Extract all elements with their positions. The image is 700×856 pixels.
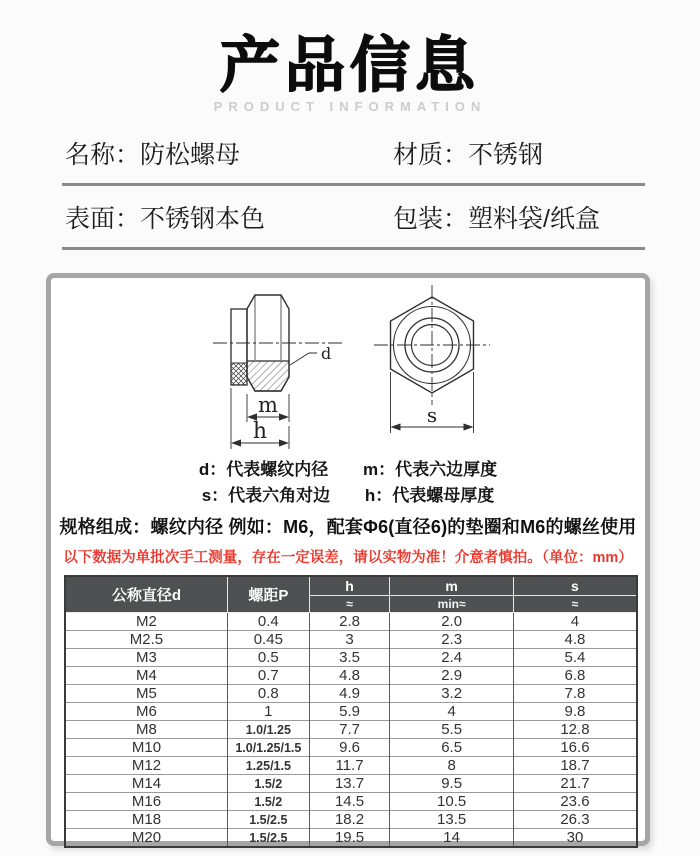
table-cell: M20 <box>65 829 227 848</box>
table-cell: 26.3 <box>513 811 637 829</box>
table-cell: 18.2 <box>309 811 390 829</box>
table-row <box>65 703 637 721</box>
product-info-section <box>0 122 700 250</box>
table-cell: 14 <box>390 829 514 848</box>
dim-label-s: s <box>426 403 438 427</box>
table-cell: M12 <box>65 757 227 775</box>
table-cell: M10 <box>65 739 227 757</box>
table-cell: 2.8 <box>309 613 390 631</box>
table-cell: 21.7 <box>513 775 637 793</box>
legend-h: h：代表螺母厚度 <box>364 486 495 505</box>
table-cell: 1.0/1.25 <box>227 721 309 739</box>
table-cell: 2.3 <box>390 631 514 649</box>
packaging-field: 包装：塑料袋/纸盒 <box>393 204 600 233</box>
table-cell: 1.5/2.5 <box>227 811 309 829</box>
col-header-m: m <box>390 576 514 596</box>
table-cell: 13.5 <box>390 811 514 829</box>
info-row-1 <box>0 122 700 183</box>
table-cell: 0.8 <box>227 685 309 703</box>
nut-technical-drawing <box>51 281 645 457</box>
spec-composition-note: 规格组成：螺纹内径 例如：M6，配套Φ6(直径6)的垫圈和M6的螺丝使用 <box>59 517 637 537</box>
table-row <box>65 685 637 703</box>
table-cell: 6.8 <box>513 667 637 685</box>
col-header-pitch: 螺距P <box>227 576 309 613</box>
table-cell: 10.5 <box>390 793 514 811</box>
legend-line-1 <box>51 457 645 483</box>
material-field: 材质：不锈钢 <box>393 140 544 169</box>
table-cell: 23.6 <box>513 793 637 811</box>
spec-table-header <box>65 576 637 613</box>
table-cell: 11.7 <box>309 757 390 775</box>
table-cell: M16 <box>65 793 227 811</box>
table-cell: 8 <box>390 757 514 775</box>
table-cell: 1.5/2 <box>227 793 309 811</box>
col-header-diameter: 公称直径d <box>65 576 227 613</box>
table-cell: 6.5 <box>390 739 514 757</box>
table-cell: 0.45 <box>227 631 309 649</box>
legend-line-2 <box>51 483 645 509</box>
nut-side-view <box>213 295 343 449</box>
table-row <box>65 613 637 631</box>
page-header <box>0 0 700 114</box>
table-cell: 4.9 <box>309 685 390 703</box>
table-cell: 3.5 <box>309 649 390 667</box>
table-cell: M5 <box>65 685 227 703</box>
page-title: 产品信息 <box>220 32 480 99</box>
table-cell: M2 <box>65 613 227 631</box>
table-cell: 0.4 <box>227 613 309 631</box>
table-cell: 9.8 <box>513 703 637 721</box>
table-cell: 0.5 <box>227 649 309 667</box>
table-cell: 3.2 <box>390 685 514 703</box>
table-cell: 19.5 <box>309 829 390 848</box>
table-cell: M6 <box>65 703 227 721</box>
table-cell: 0.7 <box>227 667 309 685</box>
table-cell: 9.5 <box>390 775 514 793</box>
surface-field: 表面：不锈钢本色 <box>65 204 266 233</box>
table-cell: M14 <box>65 775 227 793</box>
dim-label-d: d <box>321 344 332 363</box>
table-cell: 13.7 <box>309 775 390 793</box>
col-header-s: s <box>513 576 637 596</box>
table-cell: 18.7 <box>513 757 637 775</box>
table-cell: 5.5 <box>390 721 514 739</box>
table-cell: 1 <box>227 703 309 721</box>
table-row <box>65 649 637 667</box>
table-cell: M4 <box>65 667 227 685</box>
nut-front-view <box>374 285 490 433</box>
measurement-warning: 以下数据为单批次手工测量，存在一定误差，请以实物为准！介意者慎拍。（单位：mm） <box>63 550 633 566</box>
legend-s: s：代表六角对边 <box>201 486 331 505</box>
table-cell: 1.25/1.5 <box>227 757 309 775</box>
table-cell: 30 <box>513 829 637 848</box>
spec-table <box>64 575 638 848</box>
table-cell: 16.6 <box>513 739 637 757</box>
table-cell: 4.8 <box>309 667 390 685</box>
legend-d: d：代表螺纹内径 <box>198 460 329 479</box>
table-row <box>65 631 637 649</box>
table-cell: M18 <box>65 811 227 829</box>
table-cell: 1.0/1.25/1.5 <box>227 739 309 757</box>
table-cell: 14.5 <box>309 793 390 811</box>
name-field: 名称：防松螺母 <box>65 140 241 169</box>
col-subheader-s-approx: ≈ <box>513 596 637 613</box>
table-cell: 2.9 <box>390 667 514 685</box>
table-cell: 12.8 <box>513 721 637 739</box>
col-subheader-m-min: min≈ <box>390 596 514 613</box>
col-subheader-h-approx: ≈ <box>309 596 390 613</box>
table-row <box>65 721 637 739</box>
table-cell: 9.6 <box>309 739 390 757</box>
info-row-2 <box>0 186 700 247</box>
table-cell: M2.5 <box>65 631 227 649</box>
table-cell: 7.8 <box>513 685 637 703</box>
table-cell: 2.0 <box>390 613 514 631</box>
table-row <box>65 739 637 757</box>
table-row <box>65 757 637 775</box>
table-cell: 5.9 <box>309 703 390 721</box>
table-row <box>65 667 637 685</box>
table-cell: 4 <box>390 703 514 721</box>
spec-card <box>46 273 650 846</box>
table-cell: 7.7 <box>309 721 390 739</box>
table-cell: M3 <box>65 649 227 667</box>
table-cell: 5.4 <box>513 649 637 667</box>
page-subtitle: PRODUCT INFORMATION <box>213 99 487 114</box>
table-cell: 2.4 <box>390 649 514 667</box>
table-row <box>65 793 637 811</box>
legend-m: m：代表六边厚度 <box>363 460 498 479</box>
table-cell: 4 <box>513 613 637 631</box>
table-row <box>65 811 637 829</box>
table-row <box>65 775 637 793</box>
table-cell: 1.5/2 <box>227 775 309 793</box>
dim-label-m: m <box>258 393 278 417</box>
table-row <box>65 829 637 848</box>
divider-line <box>62 247 645 250</box>
dim-label-h: h <box>252 419 268 444</box>
col-header-h: h <box>309 576 390 596</box>
table-cell: 3 <box>309 631 390 649</box>
table-cell: M8 <box>65 721 227 739</box>
table-cell: 4.8 <box>513 631 637 649</box>
table-cell: 1.5/2.5 <box>227 829 309 848</box>
